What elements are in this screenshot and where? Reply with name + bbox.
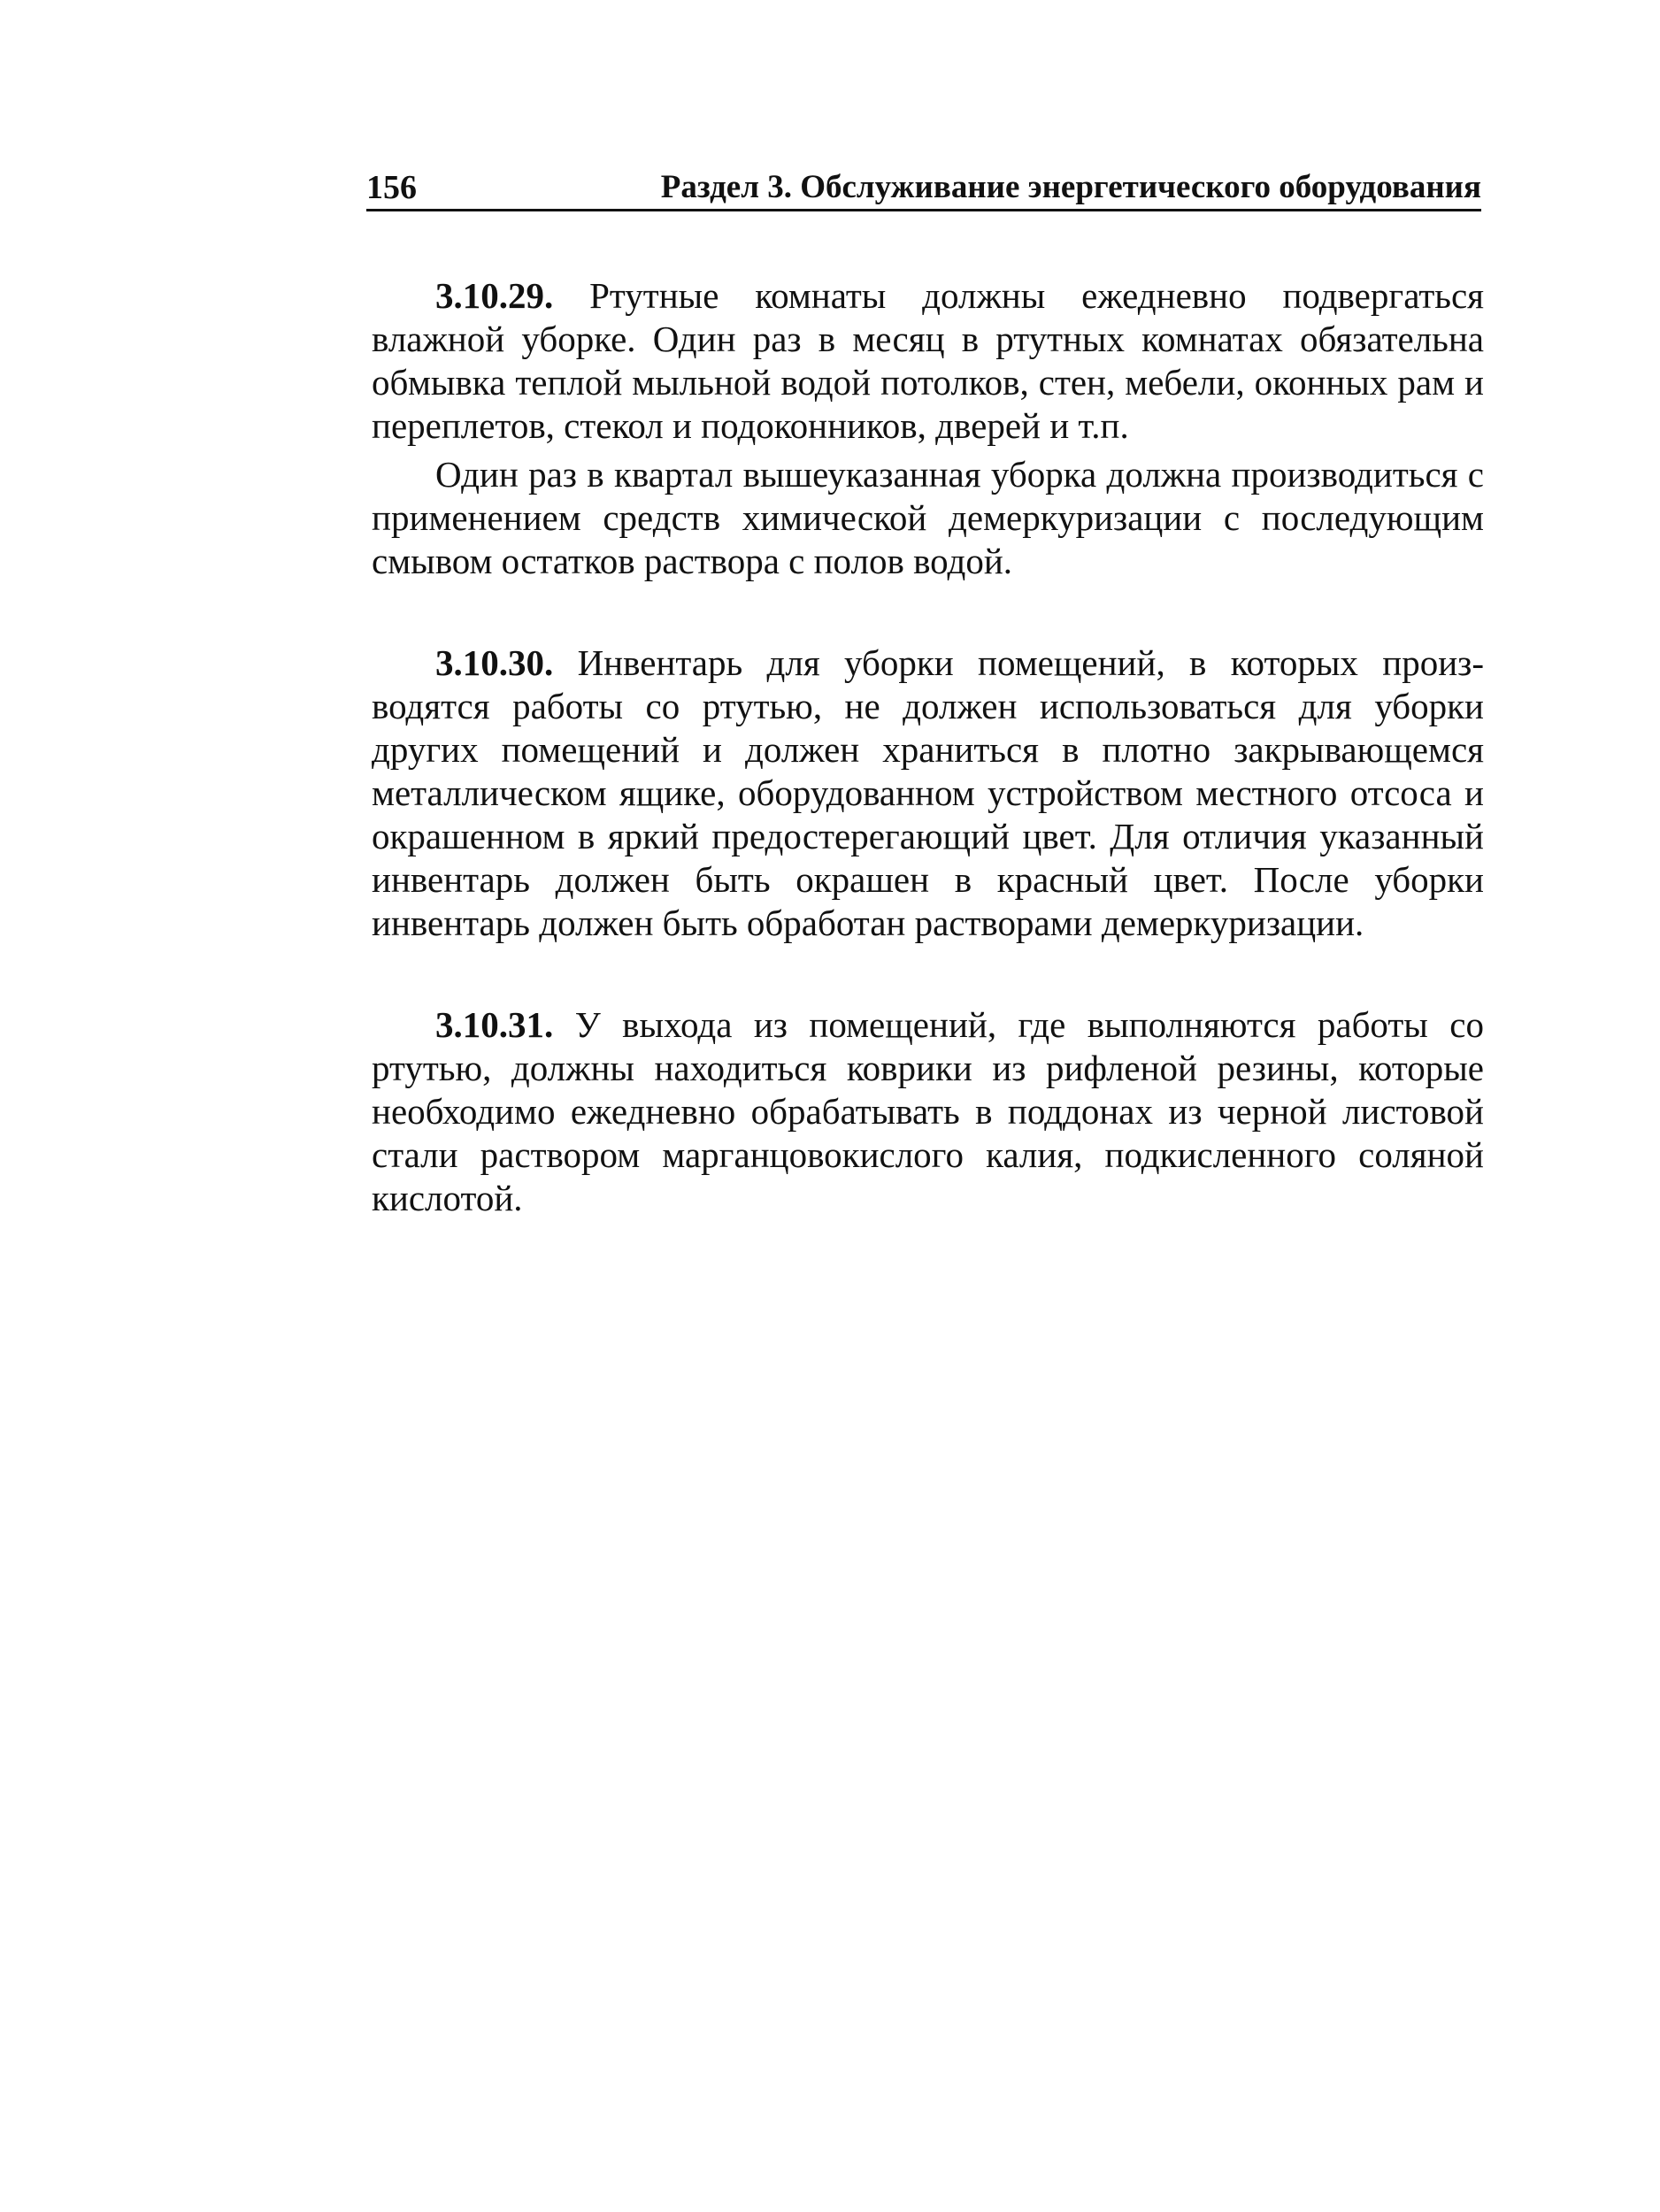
paragraph	[372, 453, 1484, 583]
clause-3-10-30	[372, 641, 1484, 945]
clause-number: 3.10.31.	[435, 1004, 554, 1045]
section-title: Раздел 3. Обслуживание энергетического оборудования	[660, 169, 1481, 205]
body-text	[372, 274, 1484, 1220]
paragraph	[372, 1003, 1484, 1220]
clause-continuation-text: Один раз в квартал вышеуказанная уборка должна производиться с применением средств химической демеркуризации с последующим смывом остатков раствора с полов водой.	[372, 454, 1484, 581]
page-number: 156	[366, 169, 417, 206]
clause-3-10-31	[372, 1003, 1484, 1220]
clause-text: Ртутные комнаты должны ежедневно подвергаться влажной уборке. Один раз в месяц в ртутных комнатах обязательна обмывка теплой мыльной водой потолков, стен, мебели, оконных рам и переплетов, стекол и подоконников, дверей и т.п.	[372, 275, 1485, 446]
clause-3-10-29	[372, 274, 1484, 583]
clause-number: 3.10.29.	[435, 275, 554, 316]
paragraph	[372, 641, 1484, 945]
clause-number: 3.10.30.	[435, 642, 554, 683]
paragraph	[372, 274, 1484, 448]
clause-text: У выхода из помещений, где выполняются работы со ртутью, должны находиться коврики из рифленой резины, которые необходимо ежедневно обрабатывать в поддонах из черной листовой стали раствором марганцовокислого калия, подкисленного соляной кислотой.	[372, 1004, 1484, 1218]
running-header	[366, 166, 1481, 211]
clause-text: Инвентарь для уборки помещений, в которых производятся работы со ртутью, не должен использоваться для уборки других помещений и должен храниться в плотно закрывающемся металлическом ящике, оборудованном устройством местного отсоса и окрашенном в яркий предостерегающий цвет. Для отличия указанный инвентарь должен быть окрашен в красный цвет. После уборки инвентарь должен быть обработан растворами демеркуризации.	[372, 642, 1484, 943]
